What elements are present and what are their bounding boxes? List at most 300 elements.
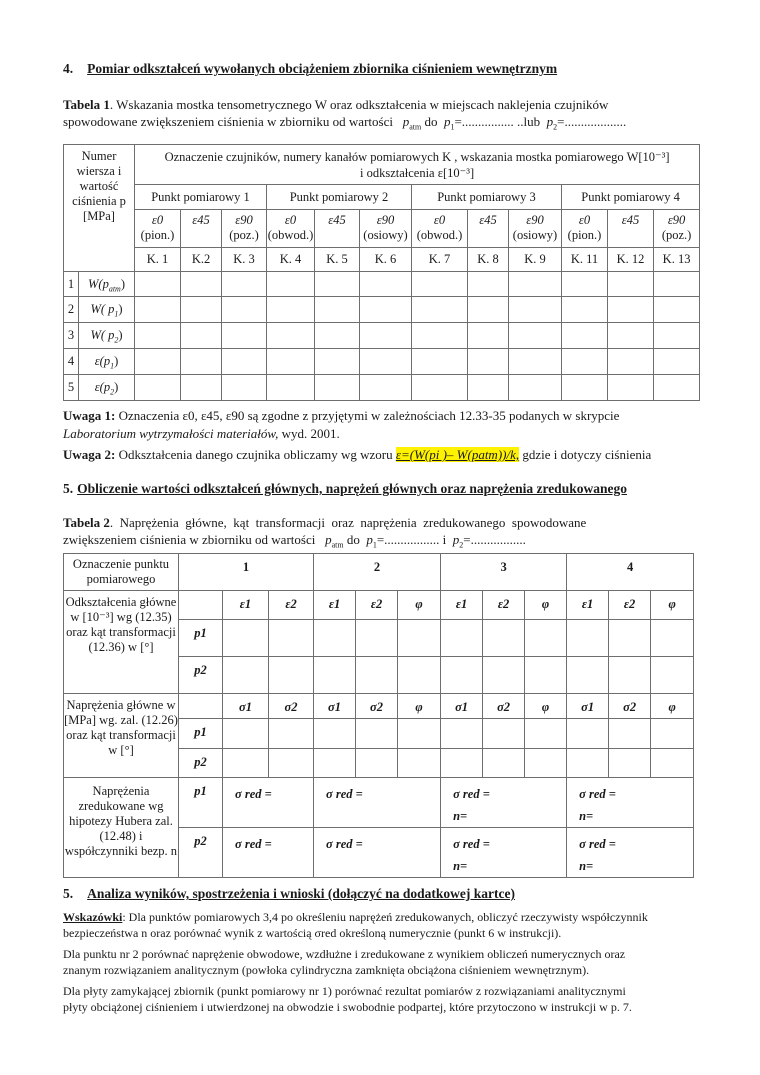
p1-sub: 1 <box>450 122 455 132</box>
data-cell[interactable] <box>441 620 483 657</box>
data-cell[interactable] <box>525 749 567 778</box>
sensor-cell <box>267 210 315 248</box>
row-label <box>79 349 135 375</box>
hints-p1-line2: bezpieczeństwa n oraz porównać wynik z wartością σred określoną numerycznie (punkt 6 w instrukcji). <box>63 926 562 940</box>
data-cell[interactable] <box>315 323 360 349</box>
sigma-red-cell[interactable] <box>314 778 441 828</box>
row-label-text: W( p <box>90 328 115 342</box>
data-cell[interactable] <box>223 749 269 778</box>
sensor-sym: ε45 <box>479 213 497 227</box>
data-cell[interactable] <box>314 719 356 749</box>
data-cell[interactable] <box>483 620 525 657</box>
data-cell[interactable] <box>181 375 222 401</box>
hints-paragraph-2 <box>63 946 713 978</box>
sensor-cell <box>608 210 654 248</box>
p1-blank: =................. i <box>376 532 447 547</box>
uwaga-2-text: Odkształcenia danego czujnika obliczamy wg wzoru <box>115 447 396 462</box>
row-number: 4 <box>64 349 79 375</box>
data-cell[interactable] <box>356 657 398 694</box>
p2: p <box>452 532 460 547</box>
sensor-sym: ε90 <box>667 213 686 227</box>
sigma-red-label: σ red = <box>326 837 363 851</box>
sigma-red-label: σ red = <box>453 837 490 851</box>
data-cell[interactable] <box>562 323 608 349</box>
data-cell[interactable] <box>269 620 314 657</box>
data-cell[interactable] <box>509 297 562 323</box>
sensor-cell <box>222 210 267 248</box>
sensor-sym: ε0 <box>578 213 591 227</box>
data-cell[interactable] <box>608 323 654 349</box>
table-1 <box>63 144 700 401</box>
sensor-note: (pion.) <box>567 228 602 242</box>
uwaga-1-line2 <box>63 425 695 442</box>
uwaga-1-text: Oznaczenia ε0, ε45, ε90 są zgodne z przyjętymi w zależnościach 12.33-35 podanych w skrypcie <box>115 408 620 423</box>
p2-blank: =................. <box>463 532 526 547</box>
p-row-label: p1 <box>179 620 223 657</box>
data-cell[interactable] <box>267 323 315 349</box>
data-cell[interactable] <box>222 349 267 375</box>
data-cell[interactable] <box>651 620 694 657</box>
section-title: Analiza wyników, spostrzeżenia i wnioski (dołączyć na dodatkowej kartce) <box>87 886 515 901</box>
channel-cell: K. 8 <box>468 248 509 272</box>
caption-line1: . Wskazania mostka tensometrycznego W oraz odkształcenia w miejscach naklejenia czujników <box>109 97 609 112</box>
caption-label: Tabela 1 <box>63 97 110 112</box>
row-number: 3 <box>64 323 79 349</box>
row-label <box>79 375 135 401</box>
uwaga-2-rest: gdzie i dotyczy ciśnienia <box>519 447 652 462</box>
row-header-cell <box>64 145 135 272</box>
col-header: φ <box>525 591 567 620</box>
table-row <box>64 272 700 297</box>
sensor-sym: ε90 <box>526 213 544 227</box>
sensor-sym: ε90 <box>376 213 395 227</box>
data-cell[interactable] <box>269 657 314 694</box>
row-header-text: Numer wiersza i wartość ciśnienia p [MPa] <box>72 149 126 223</box>
hints-paragraph-1 <box>63 909 713 941</box>
channel-cell: K. 7 <box>412 248 468 272</box>
sigma-red-cell[interactable] <box>314 828 441 878</box>
main-header-line2: i odkształcenia ε[10⁻³] <box>359 165 475 180</box>
main-header-cell <box>135 145 700 185</box>
col-header: σ2 <box>269 694 314 719</box>
col-header: σ2 <box>609 694 651 719</box>
section-number: 4. <box>63 61 74 76</box>
hints-p1-line1: : Dla punktów pomiarowych 3,4 po określeniu naprężeń zredukowanych, obliczyć rzeczywisty współczynnik <box>122 910 648 924</box>
p1-blank: =................ ..lub <box>454 114 541 129</box>
col-header: ε1 <box>567 591 609 620</box>
row-label <box>79 297 135 323</box>
row-label-text: ε(p <box>94 354 111 368</box>
point-header-4: Punkt pomiarowy 4 <box>562 185 700 210</box>
col-header: φ <box>651 694 694 719</box>
data-cell[interactable] <box>181 297 222 323</box>
sensor-cell <box>509 210 562 248</box>
table-row <box>64 778 694 828</box>
channel-cell: K. 3 <box>222 248 267 272</box>
data-cell[interactable] <box>651 719 694 749</box>
data-cell[interactable] <box>315 349 360 375</box>
data-cell[interactable] <box>509 272 562 297</box>
col-header: ε2 <box>356 591 398 620</box>
caption-label: Tabela 2 <box>63 515 110 530</box>
data-cell[interactable] <box>135 297 181 323</box>
p-atm-sub: atm <box>331 540 344 550</box>
sigma-red-label: σ red = <box>453 787 490 801</box>
sensor-sym: ε0 <box>284 213 297 227</box>
reduced-label-text: Naprężenia zredukowane wg hipotezy Hubera zal. (12.48) i współczynniki bezp. n <box>64 784 178 858</box>
point-header-1: Punkt pomiarowy 1 <box>135 185 267 210</box>
data-cell[interactable] <box>269 719 314 749</box>
data-cell[interactable] <box>441 749 483 778</box>
data-cell[interactable] <box>356 719 398 749</box>
sensor-note: (osiowy) <box>363 228 408 242</box>
data-cell[interactable] <box>181 272 222 297</box>
data-cell[interactable] <box>468 323 509 349</box>
channel-cell: K. 4 <box>267 248 315 272</box>
hints-p2-line2: znanym rozwiązaniem analitycznym (powłoka cylindryczna zamknięta obciążona ciśnieniem wewnętrznym). <box>63 963 590 977</box>
point-header-3: Punkt pomiarowy 3 <box>412 185 562 210</box>
p-row-label: p1 <box>179 719 223 749</box>
col-header: φ <box>525 694 567 719</box>
stress-section-label: Naprężenia główne w [MPa] wg. zal. (12.26) oraz kąt transformacji w [°] <box>64 694 179 778</box>
caption-do: do <box>424 114 438 129</box>
col-header: σ1 <box>223 694 269 719</box>
data-cell[interactable] <box>223 620 269 657</box>
channel-cell: K. 1 <box>135 248 181 272</box>
col-header: φ <box>651 591 694 620</box>
data-cell[interactable] <box>609 657 651 694</box>
data-cell[interactable] <box>567 657 609 694</box>
caption-line2: spowodowane zwiększeniem ciśnienia w zbiorniku od wartości <box>63 114 393 129</box>
sensor-cell <box>562 210 608 248</box>
sensor-sym: ε90 <box>235 213 253 227</box>
data-cell[interactable] <box>651 657 694 694</box>
p-atm: p <box>402 114 410 129</box>
row-number: 1 <box>64 272 79 297</box>
sigma-red-label: σ red = <box>235 787 272 801</box>
hints-label: Wskazówki <box>63 910 123 924</box>
data-cell[interactable] <box>398 620 441 657</box>
data-cell[interactable] <box>608 349 654 375</box>
data-cell[interactable] <box>356 620 398 657</box>
section-title: Obliczenie wartości odkształceń głównych, naprężeń głównych oraz naprężenia zredukowanego <box>77 481 627 496</box>
data-cell[interactable] <box>412 297 468 323</box>
data-cell[interactable] <box>412 272 468 297</box>
sensor-note: (obwod.) <box>267 228 314 242</box>
data-cell[interactable] <box>654 297 700 323</box>
sigma-red-label: σ red = <box>579 787 616 801</box>
row-label-sub: 2 <box>110 387 115 397</box>
group-header-2: 2 <box>314 554 441 591</box>
data-cell[interactable] <box>483 657 525 694</box>
col-header: ε2 <box>609 591 651 620</box>
data-cell[interactable] <box>267 297 315 323</box>
sensor-sym: ε0 <box>151 213 164 227</box>
sensor-note: (poz.) <box>661 228 692 242</box>
uwaga-1-label: Uwaga 1: <box>63 408 116 423</box>
data-cell[interactable] <box>609 719 651 749</box>
p1: p <box>443 114 451 129</box>
section-title: Pomiar odkształceń wywołanych obciążeniem zbiornika ciśnieniem wewnętrznym <box>87 61 558 76</box>
data-cell[interactable] <box>135 272 181 297</box>
sigma-red-cell[interactable] <box>223 778 314 828</box>
data-cell[interactable] <box>609 620 651 657</box>
n-label: n= <box>453 859 468 873</box>
sigma-red-cell[interactable] <box>441 828 567 878</box>
data-cell[interactable] <box>468 272 509 297</box>
sensor-cell <box>135 210 181 248</box>
group-header-3: 3 <box>441 554 567 591</box>
sensor-cell <box>360 210 412 248</box>
data-cell[interactable] <box>181 323 222 349</box>
data-cell[interactable] <box>468 349 509 375</box>
p2: p <box>546 114 554 129</box>
section-number: 5. <box>63 481 74 496</box>
data-cell[interactable] <box>509 323 562 349</box>
empty-cell <box>179 694 223 719</box>
channel-cell: K. 9 <box>509 248 562 272</box>
channel-cell: K. 6 <box>360 248 412 272</box>
data-cell[interactable] <box>314 620 356 657</box>
channel-cell: K.2 <box>181 248 222 272</box>
row-label <box>79 272 135 297</box>
uwaga-1 <box>63 407 695 424</box>
data-cell[interactable] <box>509 349 562 375</box>
p-row-label: p2 <box>179 828 223 878</box>
row-label-sub: 2 <box>114 335 119 345</box>
data-cell[interactable] <box>483 719 525 749</box>
sigma-red-cell[interactable] <box>567 828 694 878</box>
data-cell[interactable] <box>398 657 441 694</box>
row-label-close: ) <box>114 354 119 368</box>
p-row-label: p1 <box>179 778 223 828</box>
book-edition: wyd. 2001. <box>278 426 340 441</box>
data-cell[interactable] <box>223 719 269 749</box>
data-cell[interactable] <box>468 297 509 323</box>
data-cell[interactable] <box>356 749 398 778</box>
channel-cell: K. 13 <box>654 248 700 272</box>
section-5-analysis-heading <box>63 886 515 902</box>
col-header: φ <box>398 591 441 620</box>
sigma-red-cell[interactable] <box>441 778 567 828</box>
row-label-close: ) <box>118 302 123 316</box>
section-5-heading <box>63 481 627 497</box>
caption-line1: . Naprężenia główne, kąt transformacji oraz naprężenia zredukowanego spowodowane <box>109 515 587 530</box>
section-4-heading <box>63 61 557 77</box>
row-label-text: W(p <box>88 276 109 291</box>
table-2 <box>63 553 694 878</box>
sensor-cell <box>181 210 222 248</box>
data-cell[interactable] <box>654 323 700 349</box>
channel-cell: K. 12 <box>608 248 654 272</box>
section-number: 5. <box>63 886 74 901</box>
sensor-sym: ε0 <box>433 213 446 227</box>
col-header: σ1 <box>314 694 356 719</box>
data-cell[interactable] <box>609 749 651 778</box>
strain-section-label: Odkształcenia główne w [10⁻³] wg (12.35) oraz kąt transformacji (12.36) w [°] <box>64 591 179 694</box>
data-cell[interactable] <box>222 297 267 323</box>
sigma-red-label: σ red = <box>326 787 363 801</box>
data-cell[interactable] <box>525 719 567 749</box>
data-cell[interactable] <box>441 719 483 749</box>
p1: p <box>366 532 373 547</box>
sensor-sym: ε45 <box>328 213 346 227</box>
p1-sub: 1 <box>372 540 377 550</box>
data-cell[interactable] <box>223 657 269 694</box>
data-cell[interactable] <box>468 375 509 401</box>
col-header: ε1 <box>314 591 356 620</box>
row-label-text: W( p <box>90 302 115 316</box>
data-cell[interactable] <box>398 719 441 749</box>
data-cell[interactable] <box>441 657 483 694</box>
hints-p2-line1: Dla punktu nr 2 porównać naprężenie obwodowe, wzdłużne i zredukowane z wynikiem obliczeń numerycznych oraz <box>63 947 626 961</box>
data-cell[interactable] <box>267 375 315 401</box>
data-cell[interactable] <box>608 272 654 297</box>
col-header: σ2 <box>483 694 525 719</box>
data-cell[interactable] <box>483 749 525 778</box>
row-label-close: ) <box>120 276 125 291</box>
data-cell[interactable] <box>135 349 181 375</box>
data-cell[interactable] <box>267 349 315 375</box>
data-cell[interactable] <box>360 323 412 349</box>
strain-formula-highlight: ε=(W(pi )– W(patm))/k, <box>395 447 520 462</box>
data-cell[interactable] <box>562 349 608 375</box>
data-cell[interactable] <box>315 297 360 323</box>
empty-cell <box>179 591 223 620</box>
hints-paragraph-3 <box>63 983 713 1015</box>
uwaga-2 <box>63 446 713 463</box>
p-atm: p <box>325 532 332 547</box>
col-header: ε1 <box>223 591 269 620</box>
n-label: n= <box>453 809 468 823</box>
data-cell[interactable] <box>651 749 694 778</box>
data-cell[interactable] <box>360 272 412 297</box>
p2-sub: 2 <box>459 540 464 550</box>
group-header-1: 1 <box>179 554 314 591</box>
data-cell[interactable] <box>567 620 609 657</box>
data-cell[interactable] <box>567 749 609 778</box>
data-cell[interactable] <box>562 297 608 323</box>
data-cell[interactable] <box>135 323 181 349</box>
data-cell[interactable] <box>222 323 267 349</box>
sigma-red-cell[interactable] <box>567 778 694 828</box>
sensor-cell <box>315 210 360 248</box>
n-label: n= <box>579 859 594 873</box>
data-cell[interactable] <box>525 620 567 657</box>
p2-sub: 2 <box>553 122 558 132</box>
data-cell[interactable] <box>314 657 356 694</box>
table2-caption <box>63 514 695 548</box>
table-row <box>64 297 700 323</box>
data-cell[interactable] <box>360 375 412 401</box>
sensor-note: (pion.) <box>140 228 175 242</box>
sensor-sym: ε45 <box>192 213 210 227</box>
data-cell[interactable] <box>608 375 654 401</box>
row-label-text: ε(p <box>94 380 111 394</box>
hints-p3-line1: Dla płyty zamykającej zbiornik (punkt pomiarowy nr 1) porównać rezultat pomiarów z rozwiązaniami analitycznymi <box>63 984 626 998</box>
caption-do: do <box>346 532 360 547</box>
group-header-4: 4 <box>567 554 694 591</box>
sigma-red-cell[interactable] <box>223 828 314 878</box>
col-header: σ1 <box>567 694 609 719</box>
data-cell[interactable] <box>314 749 356 778</box>
data-cell[interactable] <box>412 323 468 349</box>
data-cell[interactable] <box>360 349 412 375</box>
col-header: σ2 <box>356 694 398 719</box>
channel-cell: K. 11 <box>562 248 608 272</box>
data-cell[interactable] <box>222 272 267 297</box>
col-header: ε2 <box>269 591 314 620</box>
data-cell[interactable] <box>267 272 315 297</box>
uwaga-2-label: Uwaga 2: <box>63 447 116 462</box>
data-cell[interactable] <box>269 749 314 778</box>
data-cell[interactable] <box>412 349 468 375</box>
table1-caption <box>63 96 703 130</box>
data-cell[interactable] <box>181 349 222 375</box>
point-label-header: Oznaczenie punktu pomiarowego <box>64 554 179 591</box>
sensor-note: (osiowy) <box>512 228 558 242</box>
point-header-2: Punkt pomiarowy 2 <box>267 185 412 210</box>
table-row <box>64 375 700 401</box>
sigma-red-label: σ red = <box>579 837 616 851</box>
table-row <box>64 349 700 375</box>
data-cell[interactable] <box>315 272 360 297</box>
n-label: n= <box>579 809 594 823</box>
row-label <box>79 323 135 349</box>
caption-line2: zwiększeniem ciśnienia w zbiorniku od wartości <box>63 532 316 547</box>
row-label-close: ) <box>118 328 123 342</box>
data-cell[interactable] <box>562 375 608 401</box>
book-title: Laboratorium wytrzymałości materiałów, <box>63 426 279 441</box>
hints-p3-line2: płyty obciążonej ciśnieniem i utwierdzonej na obwodzie i swobodnie podpartej, które przytoczono w instrukcji w p. 7. <box>63 1000 632 1014</box>
row-number: 2 <box>64 297 79 323</box>
row-label-sub: 1 <box>114 309 119 319</box>
col-header: ε1 <box>441 591 483 620</box>
data-cell[interactable] <box>398 749 441 778</box>
p-row-label: p2 <box>179 657 223 694</box>
data-cell[interactable] <box>360 297 412 323</box>
data-cell[interactable] <box>315 375 360 401</box>
sensor-note: (poz.) <box>229 228 259 242</box>
data-cell[interactable] <box>654 349 700 375</box>
data-cell[interactable] <box>654 375 700 401</box>
data-cell[interactable] <box>608 297 654 323</box>
col-header: φ <box>398 694 441 719</box>
table-row <box>64 323 700 349</box>
col-header: ε2 <box>483 591 525 620</box>
row-label-close: ) <box>114 380 119 394</box>
reduced-section-label <box>64 778 179 878</box>
sensor-note: (obwod.) <box>416 228 463 242</box>
sensor-cell <box>468 210 509 248</box>
row-label-sub: atm <box>108 284 121 293</box>
data-cell[interactable] <box>562 272 608 297</box>
data-cell[interactable] <box>654 272 700 297</box>
p-atm-sub: atm <box>409 122 422 132</box>
data-cell[interactable] <box>412 375 468 401</box>
data-cell[interactable] <box>222 375 267 401</box>
channel-cell: K. 5 <box>315 248 360 272</box>
main-header-line1: Oznaczenie czujników, numery kanałów pomiarowych K , wskazania mostka pomiarowego W[10⁻³] <box>164 149 670 164</box>
row-number: 5 <box>64 375 79 401</box>
data-cell[interactable] <box>525 657 567 694</box>
p2-blank: =................... <box>557 114 627 129</box>
data-cell[interactable] <box>509 375 562 401</box>
sensor-cell <box>654 210 700 248</box>
data-cell[interactable] <box>135 375 181 401</box>
sensor-cell <box>412 210 468 248</box>
data-cell[interactable] <box>567 719 609 749</box>
